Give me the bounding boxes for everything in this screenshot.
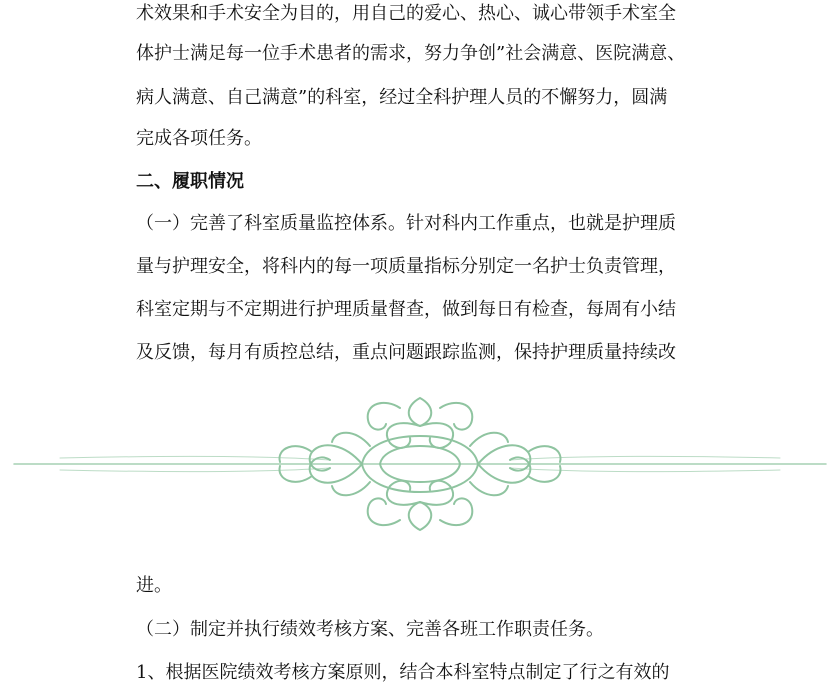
paragraph-line: 完成各项任务。 — [136, 128, 262, 149]
paragraph-line: 病人满意、自己满意”的科室，经过全科护理人员的不懈努力，圆满 — [136, 87, 668, 108]
paragraph-line: 量与护理安全，将科内的每一项质量指标分别定一名护士负责管理， — [136, 256, 676, 277]
list-item: 1、根据医院绩效考核方案原则，结合本科室特点制定了行之有效的 — [136, 662, 670, 683]
paragraph-line: 科室定期与不定期进行护理质量督查，做到每日有检查，每周有小结 — [136, 299, 676, 320]
paragraph-line: 体护士满足每一位手术患者的需求，努力争创”社会满意、医院满意、 — [136, 43, 686, 64]
subsection-title: （二）制定并执行绩效考核方案、完善各班工作职责任务。 — [136, 619, 604, 640]
paragraph-line: 术效果和手术安全为目的，用自己的爱心、热心、诚心带领手术室全 — [136, 3, 676, 24]
page-divider-ornament — [0, 388, 840, 548]
paragraph-line: 及反馈，每月有质控总结，重点问题跟踪监测，保持护理质量持续改 — [136, 342, 676, 363]
paragraph-line: （一）完善了科室质量监控体系。针对科内工作重点，也就是护理质 — [136, 213, 676, 234]
paragraph-line: 进。 — [136, 575, 172, 596]
section-heading: 二、履职情况 — [136, 171, 244, 192]
